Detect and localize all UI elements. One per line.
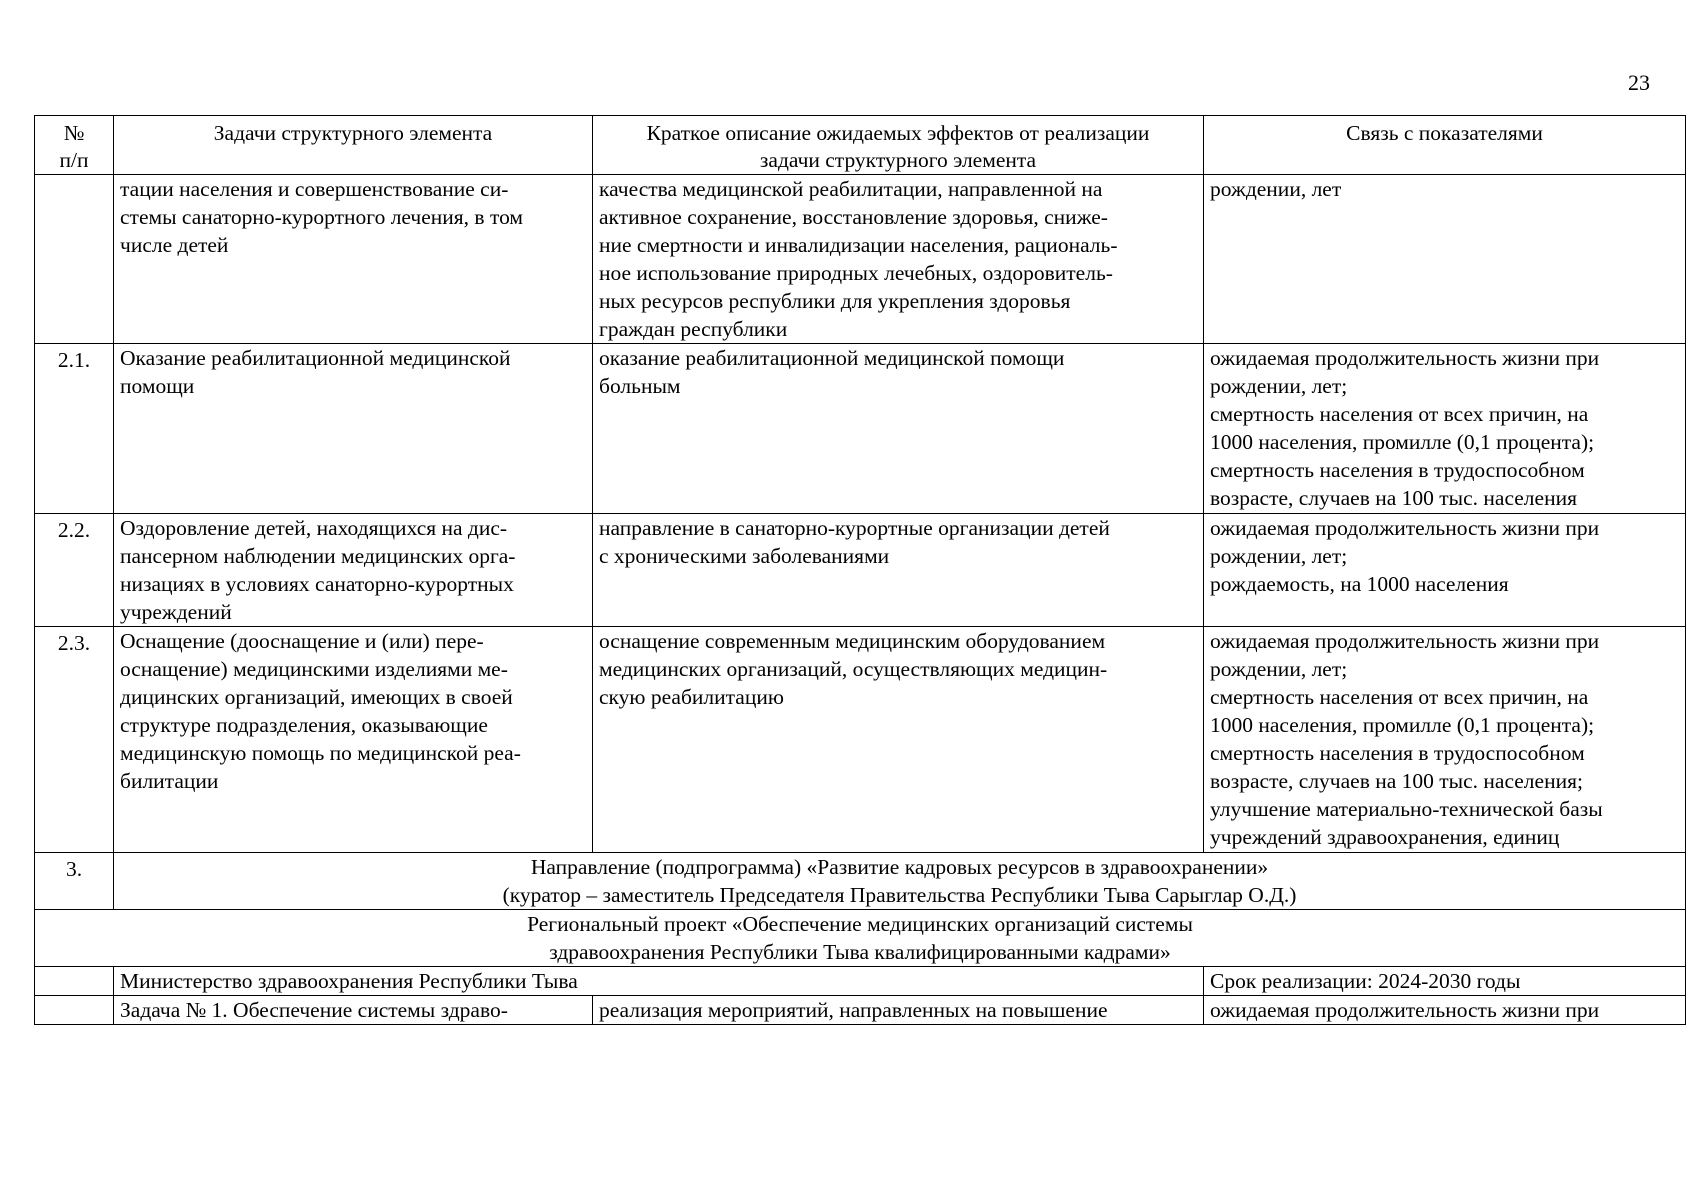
row-indicators: ожидаемая продолжительность жизни при рождении, лет; смертность населения от всех причин, на 1000 населения, промилле (0,1 процента); смертность населения в трудоспособном возрасте, случаев на 100 тыс. населения; улучшение материально-технической базы учреждений здравоохранения, единиц — [1204, 627, 1686, 853]
row-indicators: ожидаемая продолжительность жизни при рождении, лет; рождаемость, на 1000 населения — [1204, 514, 1686, 627]
section-row — [35, 853, 1686, 910]
row-task: Оснащение (дооснащение и (или) пере- оснащение) медицинскими изделиями ме- дицинских организаций, имеющих в своей структуре подразделения, оказывающие медицинскую помощь по медицинской реа- билитации — [114, 627, 593, 853]
table-header-row — [35, 116, 1686, 175]
page-number: 23 — [1628, 70, 1650, 95]
ministry-name: Министерство здравоохранения Республики Тыва — [114, 967, 1204, 996]
header-num: № п/п — [35, 116, 114, 175]
row-num — [35, 967, 114, 996]
table-row — [35, 344, 1686, 514]
row-num: 2.3. — [35, 627, 114, 853]
row-num: 3. — [35, 853, 114, 910]
row-indicators: рождении, лет — [1204, 175, 1686, 344]
row-effect: оказание реабилитационной медицинской помощи больным — [593, 344, 1204, 514]
table-row — [35, 996, 1686, 1025]
table-row — [35, 514, 1686, 627]
row-task: Оздоровление детей, находящихся на дис- пансерном наблюдении медицинских орга- низациях в условиях санаторно-курортных учреждений — [114, 514, 593, 627]
row-task: Оказание реабилитационной медицинской помощи — [114, 344, 593, 514]
table-row — [35, 175, 1686, 344]
structural-elements-table — [34, 115, 1686, 1025]
regional-project-title: Региональный проект «Обеспечение медицинских организаций системы здравоохранения Республики Тыва квалифицированными кадрами» — [35, 910, 1686, 967]
row-num — [35, 996, 114, 1025]
header-indicators: Связь с показателями — [1204, 116, 1686, 175]
ministry-row — [35, 967, 1686, 996]
row-effect: реализация мероприятий, направленных на повышение — [593, 996, 1204, 1025]
row-effect: оснащение современным медицинским оборудованием медицинских организаций, осуществляющих медицин- скую реабилитацию — [593, 627, 1204, 853]
row-num — [35, 175, 114, 344]
row-task: тации населения и совершенствование си- стемы санаторно-курортного лечения, в том числе детей — [114, 175, 593, 344]
table-row — [35, 627, 1686, 853]
subprogram-title: Направление (подпрограмма) «Развитие кадровых ресурсов в здравоохранении» (куратор – заместитель Председателя Правительства Республики Тыва Сарыглар О.Д.) — [114, 853, 1686, 910]
row-num: 2.1. — [35, 344, 114, 514]
header-tasks: Задачи структурного элемента — [114, 116, 593, 175]
row-indicators: ожидаемая продолжительность жизни при рождении, лет; смертность населения от всех причин, на 1000 населения, промилле (0,1 процента); смертность населения в трудоспособном возрасте, случаев на 100 тыс. населения — [1204, 344, 1686, 514]
regional-project-row — [35, 910, 1686, 967]
row-num: 2.2. — [35, 514, 114, 627]
row-effect: направление в санаторно-курортные организации детей с хроническими заболеваниями — [593, 514, 1204, 627]
row-task: Задача № 1. Обеспечение системы здраво- — [114, 996, 593, 1025]
row-effect: качества медицинской реабилитации, направленной на активное сохранение, восстановление здоровья, сниже- ние смертности и инвалидизации населения, рациональ- ное использование природных лечебных, оздоровитель- ных ресурсов республики для укрепления здоровья граждан республики — [593, 175, 1204, 344]
implementation-term: Срок реализации: 2024-2030 годы — [1204, 967, 1686, 996]
row-indicators: ожидаемая продолжительность жизни при — [1204, 996, 1686, 1025]
header-effects: Краткое описание ожидаемых эффектов от реализации задачи структурного элемента — [593, 116, 1204, 175]
